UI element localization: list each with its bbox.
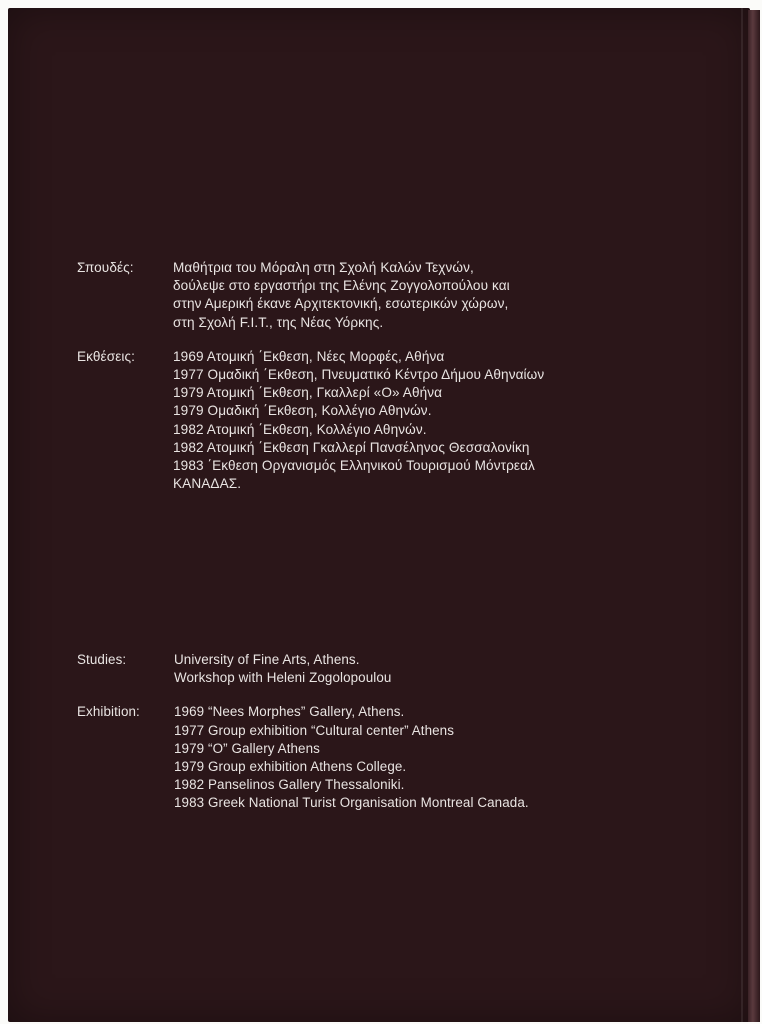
greek-exhibition-item: 1977 Ομαδική ΄Εκθεση, Πνευματικό Κέντρο Δήμου Αθηναίων	[173, 367, 545, 383]
english-exhibitions-list	[174, 703, 697, 812]
english-exhibition-item: 1977 Group exhibition “Cultural center” Athens	[174, 722, 455, 738]
greek-exhibition-item: 1969 Ατομική ΄Εκθεση, Νέες Μορφές, Αθήνα	[173, 348, 445, 364]
greek-exhibition-item: 1982 Ατομική ΄Εκθεση Γκαλλερί Πανσέληνος Θεσσαλονίκη	[173, 439, 530, 455]
english-biography	[77, 651, 697, 829]
page-fold-edge	[748, 10, 760, 1022]
english-exhibition-item: 1982 Panselinos Gallery Thessaloniki.	[174, 777, 405, 793]
greek-exhibition-item: 1979 Ομαδική ΄Εκθεση, Κολλέγιο Αθηνών.	[173, 403, 432, 419]
greek-exhibitions-label: Εκθέσεις:	[77, 348, 136, 364]
greek-studies-label: Σπουδές:	[77, 260, 134, 275]
english-studies-label: Studies:	[77, 652, 127, 667]
english-studies-line: University of Fine Arts, Athens.	[174, 652, 360, 667]
dark-brochure-page	[8, 8, 750, 1022]
english-exhibition-item: 1979 “O” Gallery Athens	[174, 740, 320, 756]
greek-studies-row	[77, 259, 697, 332]
greek-biography	[77, 259, 697, 509]
greek-studies-line: στην Αμερική έκανε Αρχιτεκτονική, εσωτερικών χώρων,	[173, 296, 509, 312]
greek-studies-line: στη Σχολή F.I.T., της Νέας Υόρκης.	[173, 314, 384, 330]
greek-exhibition-item: ΚΑΝΑΔΑΣ.	[173, 476, 242, 492]
english-exhibition-item: 1969 “Nees Morphes” Gallery, Athens.	[174, 704, 405, 720]
english-exhibitions-label: Exhibition:	[77, 704, 140, 720]
greek-exhibition-item: 1979 Ατομική ΄Εκθεση, Γκαλλερί «Ο» Αθήνα	[173, 385, 443, 401]
greek-exhibition-item: 1982 Ατομική ΄Εκθεση, Κολλέγιο Αθηνών.	[173, 421, 427, 437]
greek-exhibitions-list	[173, 348, 697, 494]
page-fold-line	[741, 8, 743, 1022]
greek-studies-line: δούλεψε στο εργαστήρι της Ελένης Ζογγολοπούλου και	[173, 278, 510, 294]
english-studies-row	[77, 651, 697, 687]
english-studies-line: Workshop with Heleni Zogolopoulou	[174, 670, 392, 686]
english-exhibition-item: 1983 Greek National Turist Organisation Montreal Canada.	[174, 795, 529, 811]
english-exhibition-item: 1979 Group exhibition Athens College.	[174, 759, 407, 775]
greek-studies-text	[173, 259, 697, 332]
english-studies-text	[174, 651, 697, 687]
greek-exhibitions-row	[77, 348, 697, 494]
greek-studies-line: Μαθήτρια του Μόραλη στη Σχολή Καλών Τεχνών,	[173, 260, 474, 275]
english-exhibitions-row	[77, 703, 697, 812]
greek-exhibition-item: 1983 ΄Εκθεση Οργανισμός Ελληνικού Τουρισμού Μόντρεαλ	[173, 458, 535, 474]
